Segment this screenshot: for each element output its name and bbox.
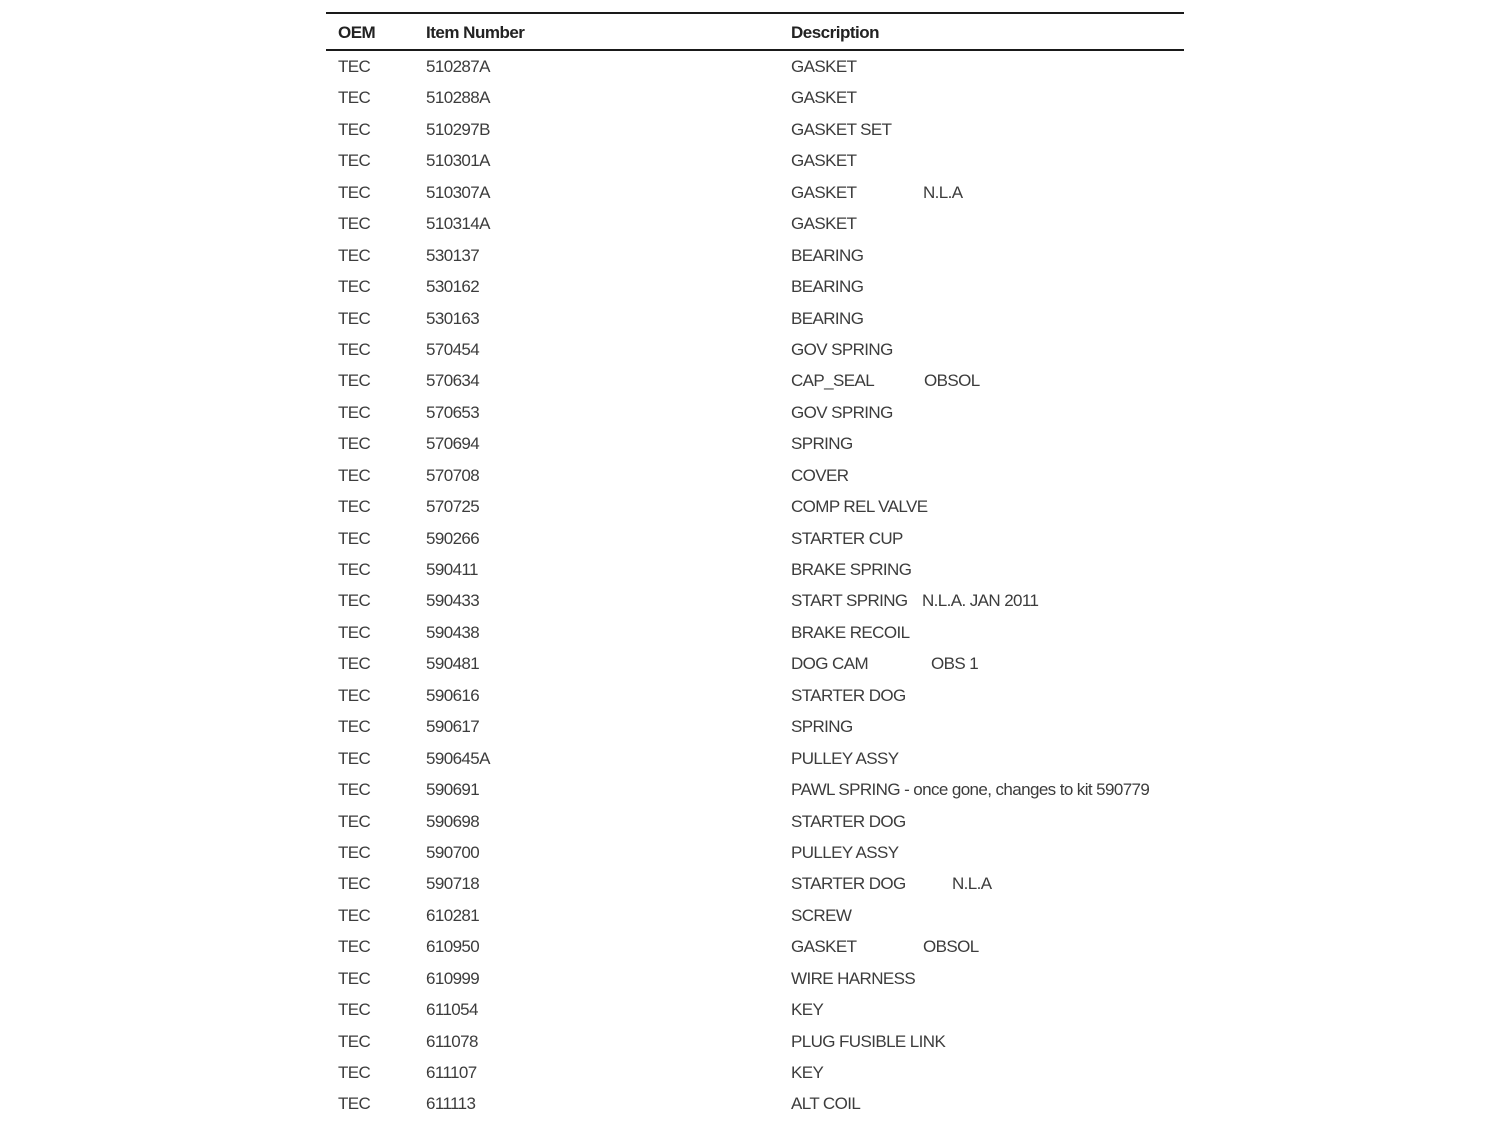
cell-oem: TEC	[338, 622, 371, 642]
cell-item-number: 590617	[426, 717, 480, 737]
cell-oem: TEC	[338, 119, 371, 139]
cell-description: CAP_SEAL	[791, 371, 875, 391]
cell-oem: TEC	[338, 151, 371, 171]
cell-item-number: 570694	[426, 434, 480, 454]
cell-oem: TEC	[338, 717, 371, 737]
cell-item-number: 590718	[426, 874, 480, 894]
cell-item-number: 570725	[426, 497, 480, 517]
header-description: Description	[791, 23, 880, 42]
cell-item-number: 590266	[426, 528, 480, 548]
cell-oem: TEC	[338, 277, 371, 297]
cell-status-note: N.L.A. JAN 2011	[922, 591, 1039, 611]
table-row	[326, 271, 1184, 302]
table-row	[326, 428, 1184, 459]
table-row	[326, 743, 1184, 774]
cell-oem: TEC	[338, 842, 371, 862]
cell-description: COVER	[791, 465, 849, 485]
table-row	[326, 365, 1184, 396]
cell-item-number: 510301A	[426, 151, 490, 171]
table-row	[326, 145, 1184, 176]
cell-item-number: 590438	[426, 622, 480, 642]
cell-oem: TEC	[338, 968, 371, 988]
cell-item-number: 570708	[426, 465, 480, 485]
cell-oem: TEC	[338, 654, 371, 674]
cell-item-number: 610999	[426, 968, 480, 988]
cell-oem: TEC	[338, 402, 371, 422]
cell-oem: TEC	[338, 88, 371, 108]
cell-oem: TEC	[338, 434, 371, 454]
table-row	[326, 1088, 1184, 1119]
cell-status-note: N.L.A	[923, 182, 963, 202]
cell-item-number: 590481	[426, 654, 480, 674]
cell-description: GASKET	[791, 151, 857, 171]
cell-oem: TEC	[338, 1094, 371, 1114]
cell-item-number: 590691	[426, 780, 480, 800]
table-row	[326, 208, 1184, 239]
cell-description: BRAKE RECOIL	[791, 622, 910, 642]
table-row	[326, 774, 1184, 805]
table-row	[326, 963, 1184, 994]
cell-oem: TEC	[338, 937, 371, 957]
cell-status-note: OBSOL	[924, 371, 980, 391]
cell-status-note: OBSOL	[923, 937, 979, 957]
cell-oem: TEC	[338, 905, 371, 925]
table-row	[326, 523, 1184, 554]
cell-description: GASKET	[791, 937, 857, 957]
cell-description: GOV SPRING	[791, 402, 893, 422]
cell-item-number: 510314A	[426, 214, 490, 234]
cell-oem: TEC	[338, 182, 371, 202]
cell-item-number: 590616	[426, 685, 480, 705]
cell-description: BRAKE SPRING	[791, 560, 912, 579]
cell-description: STARTER DOG	[791, 811, 906, 831]
cell-item-number: 510288A	[426, 88, 490, 108]
cell-item-number: 611054	[426, 1000, 478, 1020]
cell-description: COMP REL VALVE	[791, 497, 928, 517]
cell-oem: TEC	[338, 245, 371, 265]
cell-item-number: 611078	[426, 1031, 478, 1051]
cell-oem: TEC	[338, 497, 371, 517]
cell-oem: TEC	[338, 214, 371, 234]
table-body	[326, 51, 1184, 1120]
table-row	[326, 1026, 1184, 1057]
cell-description: ALT COIL	[791, 1094, 861, 1114]
table-row	[326, 460, 1184, 491]
table-row	[326, 82, 1184, 113]
table-row	[326, 397, 1184, 428]
cell-description: STARTER DOG	[791, 874, 906, 894]
cell-oem: TEC	[338, 874, 371, 894]
cell-item-number: 510307A	[426, 182, 490, 202]
table-row	[326, 51, 1184, 82]
table-row	[326, 554, 1184, 585]
cell-oem: TEC	[338, 528, 371, 548]
cell-description: START SPRING	[791, 591, 908, 611]
table-row	[326, 994, 1184, 1025]
header-item-number: Item Number	[426, 23, 525, 42]
cell-description: PULLEY ASSY	[791, 748, 899, 768]
cell-description: KEY	[791, 1000, 824, 1020]
cell-description: BEARING	[791, 277, 864, 297]
table-row	[326, 334, 1184, 365]
cell-status-note: OBS 1	[931, 654, 979, 674]
cell-description: GASKET	[791, 88, 857, 108]
cell-description: GASKET	[791, 182, 857, 202]
cell-description: SCREW	[791, 905, 852, 925]
cell-oem: TEC	[338, 591, 371, 611]
cell-item-number: 590433	[426, 591, 480, 611]
cell-oem: TEC	[338, 465, 371, 485]
cell-oem: TEC	[338, 748, 371, 768]
cell-oem: TEC	[338, 780, 371, 800]
header-oem: OEM	[338, 23, 376, 42]
table-row	[326, 900, 1184, 931]
cell-item-number: 610950	[426, 937, 480, 957]
cell-description: SPRING	[791, 434, 853, 454]
cell-description: KEY	[791, 1063, 824, 1082]
cell-description: PLUG FUSIBLE LINK	[791, 1031, 946, 1051]
table-row	[326, 491, 1184, 522]
cell-oem: TEC	[338, 685, 371, 705]
table-row	[326, 303, 1184, 334]
table-row	[326, 931, 1184, 962]
cell-item-number: 570653	[426, 402, 480, 422]
table-row	[326, 648, 1184, 679]
cell-oem: TEC	[338, 339, 371, 359]
cell-item-number: 590411	[426, 560, 478, 579]
cell-oem: TEC	[338, 371, 371, 391]
table-row	[326, 1057, 1184, 1088]
cell-item-number: 530137	[426, 245, 480, 265]
table-row	[326, 114, 1184, 145]
cell-status-note: N.L.A	[952, 874, 992, 894]
cell-description: PULLEY ASSY	[791, 842, 899, 862]
cell-oem: TEC	[338, 811, 371, 831]
cell-description: WIRE HARNESS	[791, 968, 916, 988]
cell-item-number: 611107	[426, 1063, 477, 1082]
cell-item-number: 590645A	[426, 748, 490, 768]
cell-description: GASKET	[791, 214, 857, 234]
cell-item-number: 610281	[426, 905, 480, 925]
cell-description: PAWL SPRING - once gone, changes to kit 590779	[791, 780, 1150, 800]
cell-item-number: 530163	[426, 308, 480, 328]
cell-description: STARTER DOG	[791, 685, 906, 705]
table-row	[326, 868, 1184, 899]
table-row	[326, 680, 1184, 711]
cell-item-number: 570634	[426, 371, 480, 391]
cell-item-number: 510287A	[426, 57, 490, 76]
cell-item-number: 570454	[426, 339, 480, 359]
cell-description: SPRING	[791, 717, 853, 737]
table-row	[326, 617, 1184, 648]
cell-description: GASKET	[791, 57, 857, 76]
cell-oem: TEC	[338, 1031, 371, 1051]
table-row	[326, 837, 1184, 868]
cell-description: GOV SPRING	[791, 339, 893, 359]
cell-item-number: 590698	[426, 811, 480, 831]
cell-description: BEARING	[791, 245, 864, 265]
cell-oem: TEC	[338, 1063, 371, 1082]
cell-oem: TEC	[338, 57, 371, 76]
table-row	[326, 177, 1184, 208]
cell-item-number: 611113	[426, 1094, 476, 1114]
cell-description: BEARING	[791, 308, 864, 328]
cell-item-number: 590700	[426, 842, 480, 862]
table-row	[326, 711, 1184, 742]
cell-oem: TEC	[338, 308, 371, 328]
cell-description: DOG CAM	[791, 654, 869, 674]
table-row	[326, 806, 1184, 837]
cell-description: STARTER CUP	[791, 528, 903, 548]
table-header	[326, 14, 1184, 49]
cell-description: GASKET SET	[791, 119, 892, 139]
cell-oem: TEC	[338, 560, 371, 579]
cell-item-number: 510297B	[426, 119, 490, 139]
cell-oem: TEC	[338, 1000, 371, 1020]
table-row	[326, 585, 1184, 616]
cell-item-number: 530162	[426, 277, 480, 297]
table-row	[326, 240, 1184, 271]
